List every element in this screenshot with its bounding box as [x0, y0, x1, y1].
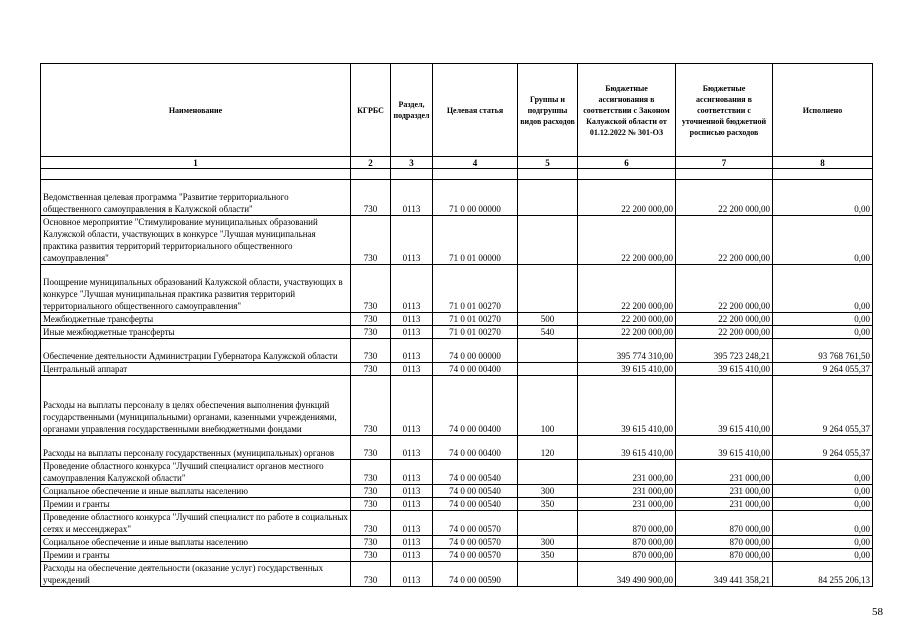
header-section: Раздел, подраздел	[391, 64, 433, 157]
row-section: 0113	[391, 265, 433, 313]
column-number: 5	[518, 157, 578, 169]
row-section: 0113	[391, 511, 433, 536]
row-budget-refined: 22 200 000,00	[676, 265, 773, 313]
row-executed: 0,00	[773, 549, 873, 562]
row-group: 120	[518, 436, 578, 460]
row-executed: 0,00	[773, 326, 873, 339]
row-kgrbs: 730	[351, 498, 391, 511]
column-number: 1	[41, 157, 351, 169]
row-executed: 0,00	[773, 498, 873, 511]
row-budget-law: 231 000,00	[578, 498, 676, 511]
row-name: Межбюджетные трансферты	[41, 313, 351, 326]
row-article: 74 0 00 00400	[433, 363, 518, 376]
page-number: 58	[872, 606, 883, 618]
row-budget-law: 22 200 000,00	[578, 180, 676, 216]
row-executed: 0,00	[773, 216, 873, 265]
column-number: 2	[351, 157, 391, 169]
header-name: Наименование	[41, 64, 351, 157]
row-section: 0113	[391, 363, 433, 376]
row-section: 0113	[391, 326, 433, 339]
spacer-cell	[578, 169, 676, 180]
row-group	[518, 265, 578, 313]
row-name: Расходы на обеспечение деятельности (оказание услуг) государственных учреждений	[41, 562, 351, 587]
row-article: 74 0 00 00540	[433, 485, 518, 498]
row-budget-law: 22 200 000,00	[578, 326, 676, 339]
row-group: 500	[518, 313, 578, 326]
spacer-cell	[41, 169, 351, 180]
row-article: 74 0 00 00540	[433, 460, 518, 485]
row-name: Социальное обеспечение и иные выплаты населению	[41, 536, 351, 549]
table-row	[41, 376, 873, 436]
row-article: 71 0 01 00270	[433, 313, 518, 326]
row-kgrbs: 730	[351, 511, 391, 536]
header-article: Целевая статья	[433, 64, 518, 157]
row-budget-refined: 22 200 000,00	[676, 180, 773, 216]
row-section: 0113	[391, 436, 433, 460]
row-section: 0113	[391, 216, 433, 265]
column-number: 8	[773, 157, 873, 169]
spacer-cell	[518, 169, 578, 180]
row-article: 74 0 00 00400	[433, 436, 518, 460]
row-article: 74 0 00 00540	[433, 498, 518, 511]
row-kgrbs: 730	[351, 180, 391, 216]
row-budget-law: 39 615 410,00	[578, 376, 676, 436]
table-row	[41, 460, 873, 485]
row-executed: 0,00	[773, 460, 873, 485]
row-kgrbs: 730	[351, 326, 391, 339]
row-executed: 0,00	[773, 265, 873, 313]
spacer-cell	[351, 169, 391, 180]
row-group: 350	[518, 498, 578, 511]
row-group	[518, 562, 578, 587]
row-budget-refined: 39 615 410,00	[676, 376, 773, 436]
row-article: 71 0 01 00270	[433, 326, 518, 339]
row-section: 0113	[391, 536, 433, 549]
row-article: 74 0 00 00590	[433, 562, 518, 587]
table-row	[41, 498, 873, 511]
row-group	[518, 180, 578, 216]
row-article: 71 0 01 00270	[433, 265, 518, 313]
row-budget-refined: 39 615 410,00	[676, 436, 773, 460]
row-group	[518, 363, 578, 376]
row-budget-law: 231 000,00	[578, 460, 676, 485]
row-article: 74 0 00 00570	[433, 536, 518, 549]
column-number: 3	[391, 157, 433, 169]
row-name: Иные межбюджетные трансферты	[41, 326, 351, 339]
row-kgrbs: 730	[351, 339, 391, 363]
row-article: 71 0 01 00000	[433, 216, 518, 265]
row-budget-law: 39 615 410,00	[578, 363, 676, 376]
row-group: 300	[518, 485, 578, 498]
spacer-cell	[773, 169, 873, 180]
header-kgrbs: КГРБС	[351, 64, 391, 157]
header-row	[41, 64, 873, 157]
spacer-cell	[433, 169, 518, 180]
row-kgrbs: 730	[351, 549, 391, 562]
header-budget-law: Бюджетные ассигнования в соответствии с Законом Калужской области от 01.12.2022 № 301-ОЗ	[578, 64, 676, 157]
row-name: Расходы на выплаты персоналу в целях обеспечения выполнения функций государственными (муниципальными) органами, казенными учреждениями, органами управления государственными внебюджетными фондами	[41, 376, 351, 436]
column-number: 4	[433, 157, 518, 169]
row-budget-refined: 231 000,00	[676, 460, 773, 485]
header-budget-refined: Бюджетные ассигнования в соответствии с уточненной бюджетной росписью расходов	[676, 64, 773, 157]
row-kgrbs: 730	[351, 376, 391, 436]
table-row	[41, 363, 873, 376]
row-name: Обеспечение деятельности Администрации Губернатора Калужской области	[41, 339, 351, 363]
spacer-cell	[391, 169, 433, 180]
row-name: Проведение областного конкурса "Лучший специалист органов местного самоуправления Калужской области"	[41, 460, 351, 485]
row-section: 0113	[391, 376, 433, 436]
row-budget-refined: 39 615 410,00	[676, 363, 773, 376]
table-row	[41, 511, 873, 536]
row-kgrbs: 730	[351, 536, 391, 549]
row-budget-refined: 870 000,00	[676, 536, 773, 549]
row-name: Премии и гранты	[41, 498, 351, 511]
row-article: 74 0 00 00570	[433, 511, 518, 536]
table-row	[41, 216, 873, 265]
row-article: 74 0 00 00000	[433, 339, 518, 363]
header-group: Группы и подгруппы видов расходов	[518, 64, 578, 157]
row-article: 74 0 00 00400	[433, 376, 518, 436]
row-name: Центральный аппарат	[41, 363, 351, 376]
row-section: 0113	[391, 562, 433, 587]
table-row	[41, 485, 873, 498]
table-row	[41, 180, 873, 216]
header-executed: Исполнено	[773, 64, 873, 157]
row-name: Расходы на выплаты персоналу государственных (муниципальных) органов	[41, 436, 351, 460]
row-kgrbs: 730	[351, 460, 391, 485]
budget-table	[40, 63, 873, 587]
row-executed: 0,00	[773, 485, 873, 498]
row-name: Ведомственная целевая программа "Развитие территориального общественного самоуправления в Калужской области"	[41, 180, 351, 216]
row-budget-refined: 22 200 000,00	[676, 313, 773, 326]
row-article: 71 0 00 00000	[433, 180, 518, 216]
row-group	[518, 511, 578, 536]
table-row	[41, 536, 873, 549]
row-executed: 0,00	[773, 180, 873, 216]
row-budget-law: 870 000,00	[578, 536, 676, 549]
table-row	[41, 436, 873, 460]
column-number: 6	[578, 157, 676, 169]
table-row	[41, 562, 873, 587]
table-row	[41, 339, 873, 363]
row-budget-refined: 22 200 000,00	[676, 216, 773, 265]
row-section: 0113	[391, 180, 433, 216]
row-budget-law: 39 615 410,00	[578, 436, 676, 460]
column-number-row	[41, 157, 873, 169]
row-budget-law: 870 000,00	[578, 511, 676, 536]
row-group	[518, 339, 578, 363]
row-executed: 0,00	[773, 313, 873, 326]
row-name: Социальное обеспечение и иные выплаты населению	[41, 485, 351, 498]
row-executed: 93 768 761,50	[773, 339, 873, 363]
row-budget-law: 395 774 310,00	[578, 339, 676, 363]
row-group: 350	[518, 549, 578, 562]
row-group	[518, 460, 578, 485]
row-budget-refined: 231 000,00	[676, 498, 773, 511]
row-group: 300	[518, 536, 578, 549]
spacer-row	[41, 169, 873, 180]
row-budget-refined: 870 000,00	[676, 549, 773, 562]
column-number: 7	[676, 157, 773, 169]
row-executed: 9 264 055,37	[773, 363, 873, 376]
row-name: Поощрение муниципальных образований Калужской области, участвующих в конкурсе "Лучшая муниципальная практика развития территорий территориального общественного самоуправления"	[41, 265, 351, 313]
row-budget-law: 22 200 000,00	[578, 216, 676, 265]
row-executed: 0,00	[773, 536, 873, 549]
row-kgrbs: 730	[351, 485, 391, 498]
row-section: 0113	[391, 549, 433, 562]
row-kgrbs: 730	[351, 265, 391, 313]
row-budget-refined: 395 723 248,21	[676, 339, 773, 363]
row-budget-law: 22 200 000,00	[578, 313, 676, 326]
row-name: Премии и гранты	[41, 549, 351, 562]
row-article: 74 0 00 00570	[433, 549, 518, 562]
row-section: 0113	[391, 339, 433, 363]
table-row	[41, 265, 873, 313]
row-group	[518, 216, 578, 265]
row-executed: 84 255 206,13	[773, 562, 873, 587]
row-kgrbs: 730	[351, 562, 391, 587]
table-body	[41, 180, 873, 587]
row-kgrbs: 730	[351, 216, 391, 265]
row-section: 0113	[391, 485, 433, 498]
row-executed: 9 264 055,37	[773, 376, 873, 436]
spacer-cell	[676, 169, 773, 180]
row-group: 540	[518, 326, 578, 339]
row-kgrbs: 730	[351, 436, 391, 460]
row-budget-refined: 870 000,00	[676, 511, 773, 536]
row-budget-law: 22 200 000,00	[578, 265, 676, 313]
row-kgrbs: 730	[351, 313, 391, 326]
row-executed: 9 264 055,37	[773, 436, 873, 460]
row-budget-law: 870 000,00	[578, 549, 676, 562]
row-budget-refined: 349 441 358,21	[676, 562, 773, 587]
row-section: 0113	[391, 313, 433, 326]
row-group: 100	[518, 376, 578, 436]
row-budget-law: 231 000,00	[578, 485, 676, 498]
row-budget-law: 349 490 900,00	[578, 562, 676, 587]
table-row	[41, 326, 873, 339]
row-executed: 0,00	[773, 511, 873, 536]
row-kgrbs: 730	[351, 363, 391, 376]
row-name: Основное мероприятие "Стимулирование муниципальных образований Калужской области, участвующих в конкурсе "Лучшая муниципальная практика развития территорий территориального общественного самоуправления"	[41, 216, 351, 265]
table-row	[41, 549, 873, 562]
row-budget-refined: 231 000,00	[676, 485, 773, 498]
row-section: 0113	[391, 460, 433, 485]
row-section: 0113	[391, 498, 433, 511]
row-budget-refined: 22 200 000,00	[676, 326, 773, 339]
table-row	[41, 313, 873, 326]
row-name: Проведение областного конкурса "Лучший специалист по работе в социальных сетях и мессенджерах"	[41, 511, 351, 536]
